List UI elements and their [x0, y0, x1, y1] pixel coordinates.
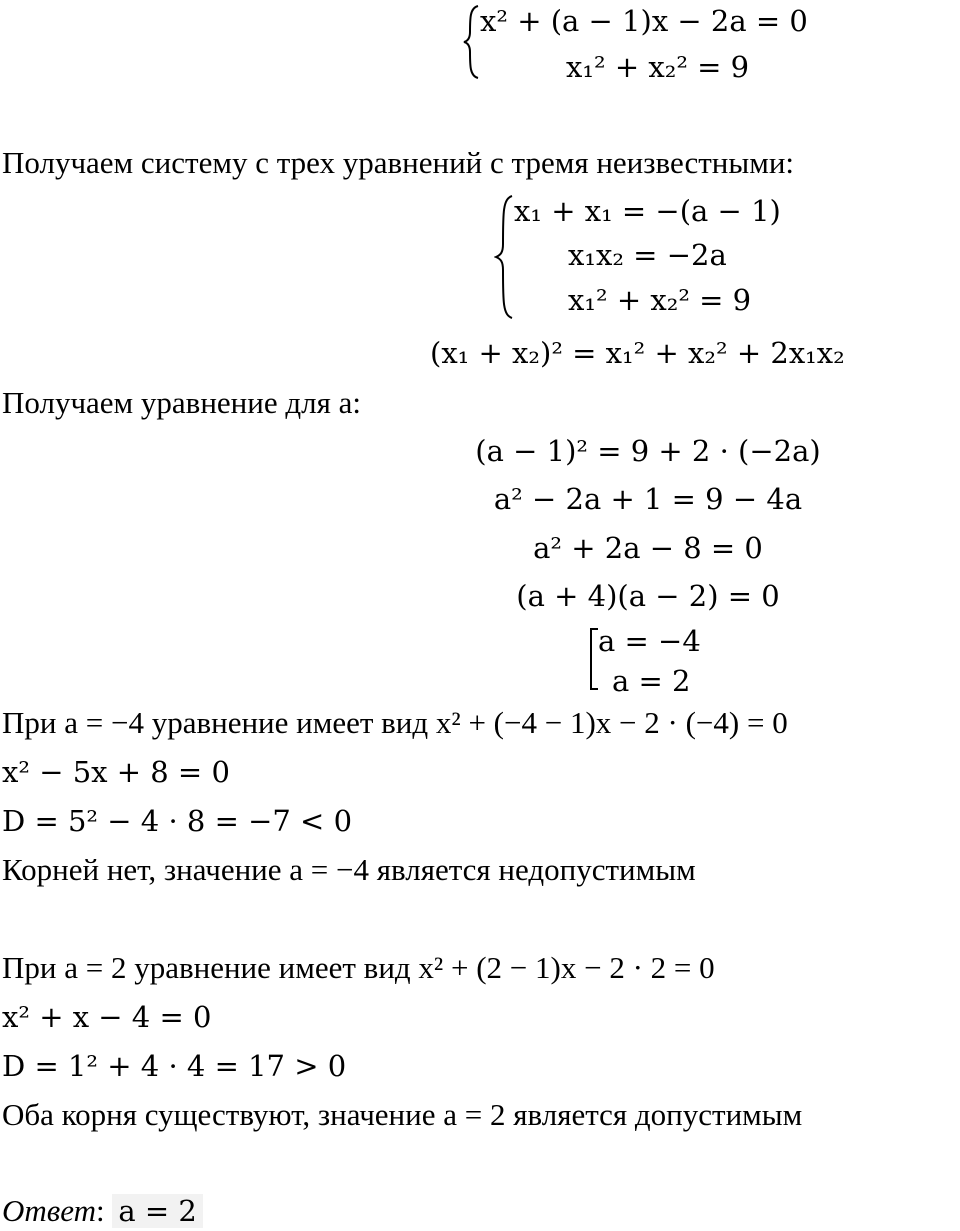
case2-discriminant: D = 1² + 4 · 4 = 17 > 0: [2, 1049, 347, 1083]
system1-eq1: x² + (a − 1)x − 2a = 0: [480, 4, 808, 38]
root-2: a = 2: [612, 664, 691, 698]
case1-equation: x² − 5x + 8 = 0: [2, 755, 230, 789]
a-step-3: a² + 2a − 8 = 0: [533, 531, 763, 565]
case2-equation: x² + x − 4 = 0: [2, 1000, 212, 1034]
intro-system3-text: Получаем систему с трех уравнений с тремя неизвестными:: [2, 145, 795, 180]
root-1: a = −4: [598, 624, 701, 658]
system3-brace: [494, 194, 516, 320]
system3-eq1: x₁ + x₁ = −(a − 1): [514, 194, 781, 228]
system1-eq2: x₁² + x₂² = 9: [566, 50, 750, 84]
system3-eq2: x₁x₂ = −2a: [568, 238, 727, 272]
case1-text: При a = −4 уравнение имеет вид x² + (−4 − 1)x − 2 · (−4) = 0: [2, 705, 788, 740]
answer-label: Ответ: [2, 1193, 96, 1228]
case2-text: При a = 2 уравнение имеет вид x² + (2 − 1)x − 2 · 2 = 0: [2, 950, 715, 985]
a-step-2: a² − 2a + 1 = 9 − 4a: [493, 482, 803, 516]
a-step-1: (a − 1)² = 9 + 2 · (−2a): [475, 434, 821, 468]
case1-conclusion: Корней нет, значение a = −4 является недопустимым: [2, 852, 696, 887]
case1-discriminant: D = 5² − 4 · 8 = −7 < 0: [2, 804, 353, 838]
a-step-4: (a + 4)(a − 2) = 0: [516, 579, 780, 613]
case2-conclusion: Оба корня существуют, значение a = 2 является допустимым: [2, 1097, 803, 1132]
system1-brace: [462, 4, 482, 80]
answer-line: Ответ: a = 2: [2, 1192, 203, 1230]
system3-eq3: x₁² + x₂² = 9: [568, 283, 752, 317]
intro-a-text: Получаем уравнение для a:: [2, 385, 361, 420]
answer-value: a = 2: [112, 1194, 202, 1228]
identity-equation: (x₁ + x₂)² = x₁² + x₂² + 2x₁x₂: [430, 336, 845, 370]
